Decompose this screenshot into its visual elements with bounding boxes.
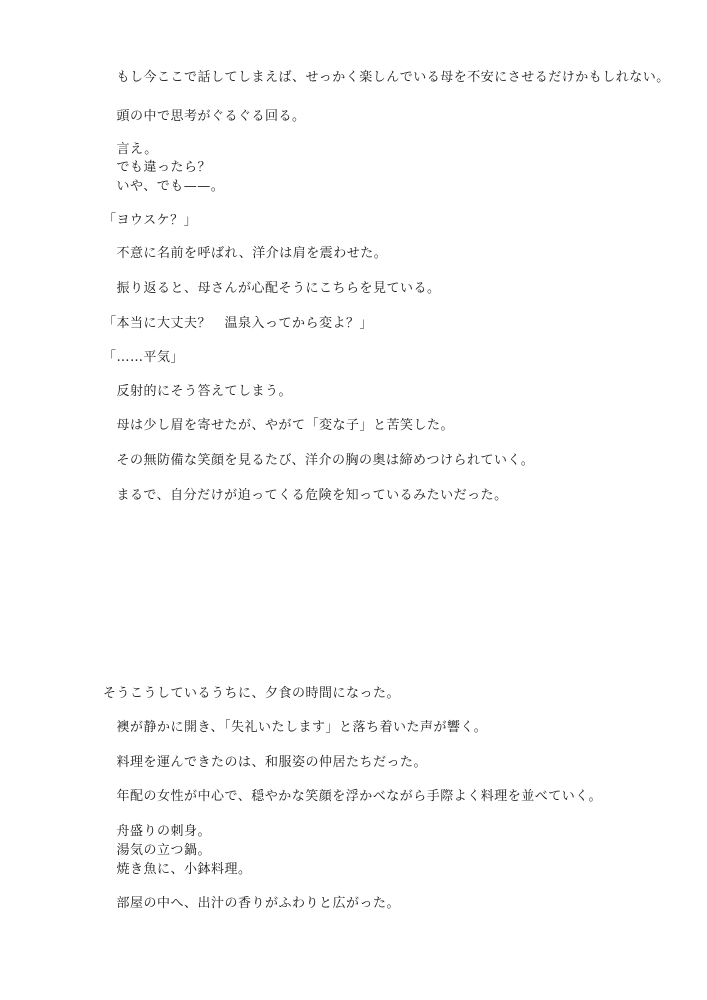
paragraph-line: 母は少し眉を寄せたが、やがて「変な子」と苦笑した。: [103, 418, 455, 433]
paragraph-line: その無防備な笑顔を見るたび、洋介の胸の奥は締めつけられていく。: [103, 453, 535, 468]
paragraph-line: 料理を運んできたのは、和服姿の仲居たちだった。: [103, 755, 428, 770]
paragraph-line: 部屋の中へ、出汁の香りがふわりと広がった。: [103, 896, 401, 911]
paragraph-line: 舟盛りの刺身。: [103, 824, 212, 839]
paragraph-line: もし今ここで話してしまえば、せっかく楽しんでいる母を不安にさせるだけかもしれない。: [103, 70, 670, 85]
paragraph-line: 頭の中で思考がぐるぐる回る。: [103, 109, 306, 124]
paragraph-line: 言え。: [103, 142, 158, 157]
paragraph-line: 反射的にそう答えてしまう。: [103, 384, 293, 399]
dialogue-line: 「本当に大丈夫？ 温泉入ってから変よ？」: [103, 316, 374, 331]
paragraph-line: 湯気の立つ鍋。: [103, 843, 212, 858]
paragraph-line: 焼き魚に、小鉢料理。: [103, 862, 252, 877]
paragraph-line: 振り返ると、母さんが心配そうにこちらを見ている。: [103, 281, 441, 296]
paragraph-line: そうこうしているうちに、夕食の時間になった。: [103, 686, 401, 701]
paragraph-line: いや、でも——。: [103, 179, 225, 194]
dialogue-line: 「ヨウスケ？」: [103, 213, 198, 228]
paragraph-line: でも違ったら？: [103, 160, 212, 175]
dialogue-line: 「……平気」: [103, 350, 185, 365]
paragraph-line: 襖が静かに開き、「失礼いたします」と落ち着いた声が響く。: [103, 720, 488, 735]
paragraph-line: 年配の女性が中心で、穏やかな笑顔を浮かべながら手際よく料理を並べていく。: [103, 789, 602, 804]
paragraph-line: まるで、自分だけが迫ってくる危険を知っているみたいだった。: [103, 488, 508, 503]
paragraph-line: 不意に名前を呼ばれ、洋介は肩を震わせた。: [103, 246, 388, 261]
